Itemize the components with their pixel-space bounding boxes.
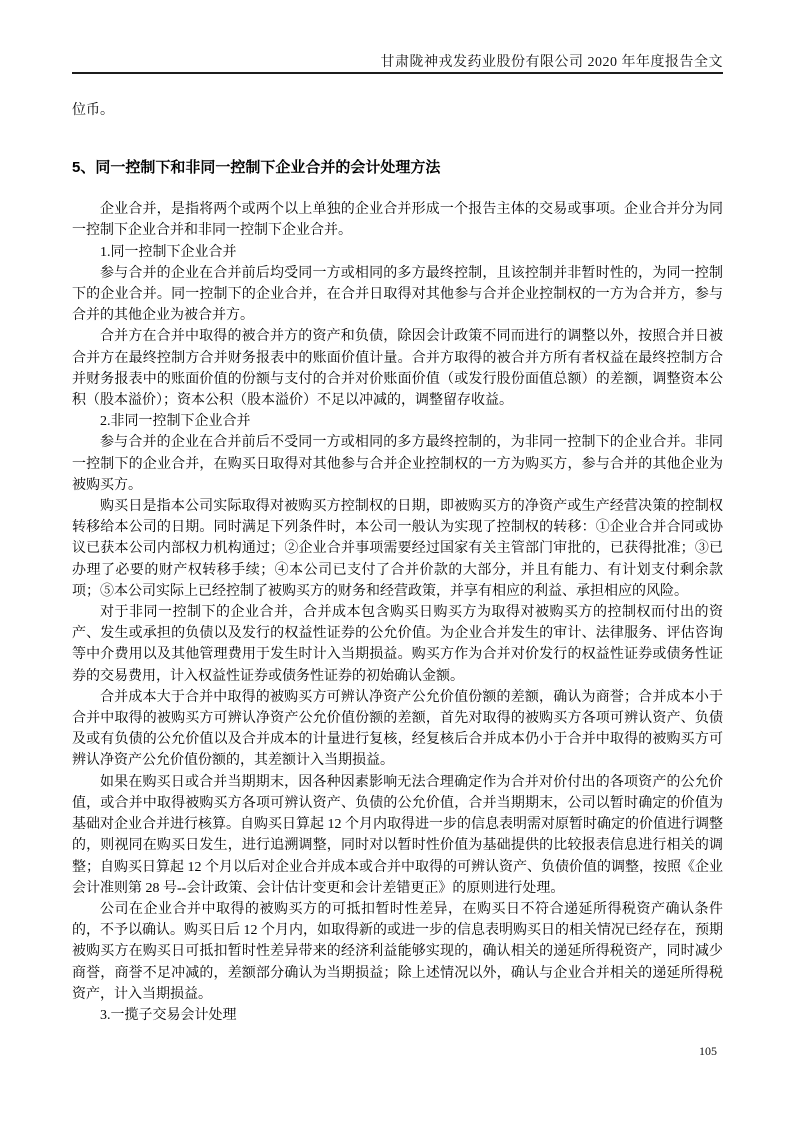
para-provisional-value-adjustment: 如果在购买日或合并当期期末，因各种因素影响无法合理确定作为合并对价付出的各项资产的公允价值，或合并中取得被购买方各项可辨认资产、负债的公允价值，合并当期期末，公司以暂时确定的价值为基础对企业合并进行核算。自购买日算起 12 个月内取得进一步的信息表明需对原暂时确定的价值进行调整的，则视同在购买日发生，进行追溯调整，同时对以暂时性价值为基础提供的比较报表信息进行相关的调整；自购买日算起 12 个月以后对企业合并成本或合并中取得的可辨认资产、负债价值的调整，按照《企业会计准则第 28 号--会计政策、会计估计变更和会计差错更正》的原则进行处理。: [72, 774, 723, 896]
report-header: [72, 0, 723, 74]
para-purchase-date-conditions: 购买日是指本公司实际取得对被购买方控制权的日期，即被购买方的净资产或生产经营决策的控制权转移给本公司的日期。同时满足下列条件时，本公司一般认为实现了控制权的转移：①企业合并合同或协议已获本公司内部权力机构通过；②企业合并事项需要经过国家有关主管部门审批的，已获得批准；③已办理了必要的财产权转移手续；④本公司已支付了合并价款的大部分，并且有能力、有计划支付剩余款项；⑤本公司实际上已经控制了被购买方的财务和经营政策，并享有相应的利益、承担相应的风险。: [72, 499, 723, 599]
report-header-title: 甘肃陇神戎发药业股份有限公司 2020 年年度报告全文: [380, 55, 723, 70]
document-body: [72, 100, 723, 1026]
para-merger-cost-composition: 对于非同一控制下的企业合并，合并成本包含购买日购买方为取得对被购买方的控制权而付出的资产、发生或承担的负债以及发行的权益性证券的公允价值。为企业合并发生的审计、法律服务、评估咨询等中介费用以及其他管理费用于发生时计入当期损益。购买方作为合并对价发行的权益性证券或债务性证券的交易费用，计入权益性证券或债务性证券的初始确认金额。: [72, 605, 723, 684]
subheading-3-package-transaction: 3.一揽子交易会计处理: [100, 1007, 237, 1023]
subheading-1-same-control: 1.同一控制下企业合并: [100, 244, 237, 260]
header-divider: [72, 72, 723, 74]
para-same-control-measurement: 合并方在合并中取得的被合并方的资产和负债，除因会计政策不同而进行的调整以外，按照合并日被合并方在最终控制方合并财务报表中的账面价值计量。合并方取得的被合并方所有者权益在最终控制方合并财务报表中的账面价值的份额与支付的合并对价账面价值（或发行股份面值总额）的差额，调整资本公积（股本溢价）；资本公积（股本溢价）不足以冲减的，调整留存收益。: [72, 329, 723, 409]
page-number: 105: [699, 1044, 717, 1058]
para-non-same-control-definition: 参与合并的企业在合并前后不受同一方或相同的多方最终控制的，为非同一控制下的企业合并。非同一控制下的企业合并，在购买日取得对其他参与合并企业控制权的一方为购买方，参与合并的其他企业为被购买方。: [72, 435, 723, 493]
para-goodwill-recognition: 合并成本大于合并中取得的被购买方可辨认净资产公允价值份额的差额，确认为商誉；合并成本小于合并中取得的被购买方可辨认净资产公允价值份额的差额，首先对取得的被购买方各项可辨认资产、负债及或有负债的公允价值以及合并成本的计量进行复核，经复核后合并成本仍小于合并中取得的被购买方可辨认净资产公允价值份额的，其差额计入当期损益。: [72, 689, 723, 769]
para-business-combination-definition: 企业合并，是指将两个或两个以上单独的企业合并形成一个报告主体的交易或事项。企业合并分为同一控制下企业合并和非同一控制下企业合并。: [72, 202, 723, 239]
para-same-control-definition: 参与合并的企业在合并前后均受同一方或相同的多方最终控制，且该控制并非暂时性的，为同一控制下的企业合并。同一控制下的企业合并，在合并日取得对其他参与合并企业控制权的一方为合并方，参与合并的其他企业为被合并方。: [72, 265, 723, 324]
subheading-2-non-same-control: 2.非同一控制下企业合并: [100, 414, 251, 430]
para-deferred-tax-treatment: 公司在企业合并中取得的被购买方的可抵扣暂时性差异，在购买日不符合递延所得税资产确认条件的，不予以确认。购买日后 12 个月内，如取得新的或进一步的信息表明购买日的相关情况已经存在，预期被购买方在购买日可抵扣暂时性差异带来的经济利益能够实现的，确认相关的递延所得税资产，同时减少商誉，商誉不足冲减的，差额部分确认为当期损益；除上述情况以外，确认与企业合并相关的递延所得税资产，计入当期损益。: [72, 901, 723, 1002]
para-carryover-fragment: 位币。: [72, 103, 114, 118]
section-heading-business-combinations: 5、同一控制下和非同一控制下企业合并的会计处理方法: [72, 159, 441, 177]
